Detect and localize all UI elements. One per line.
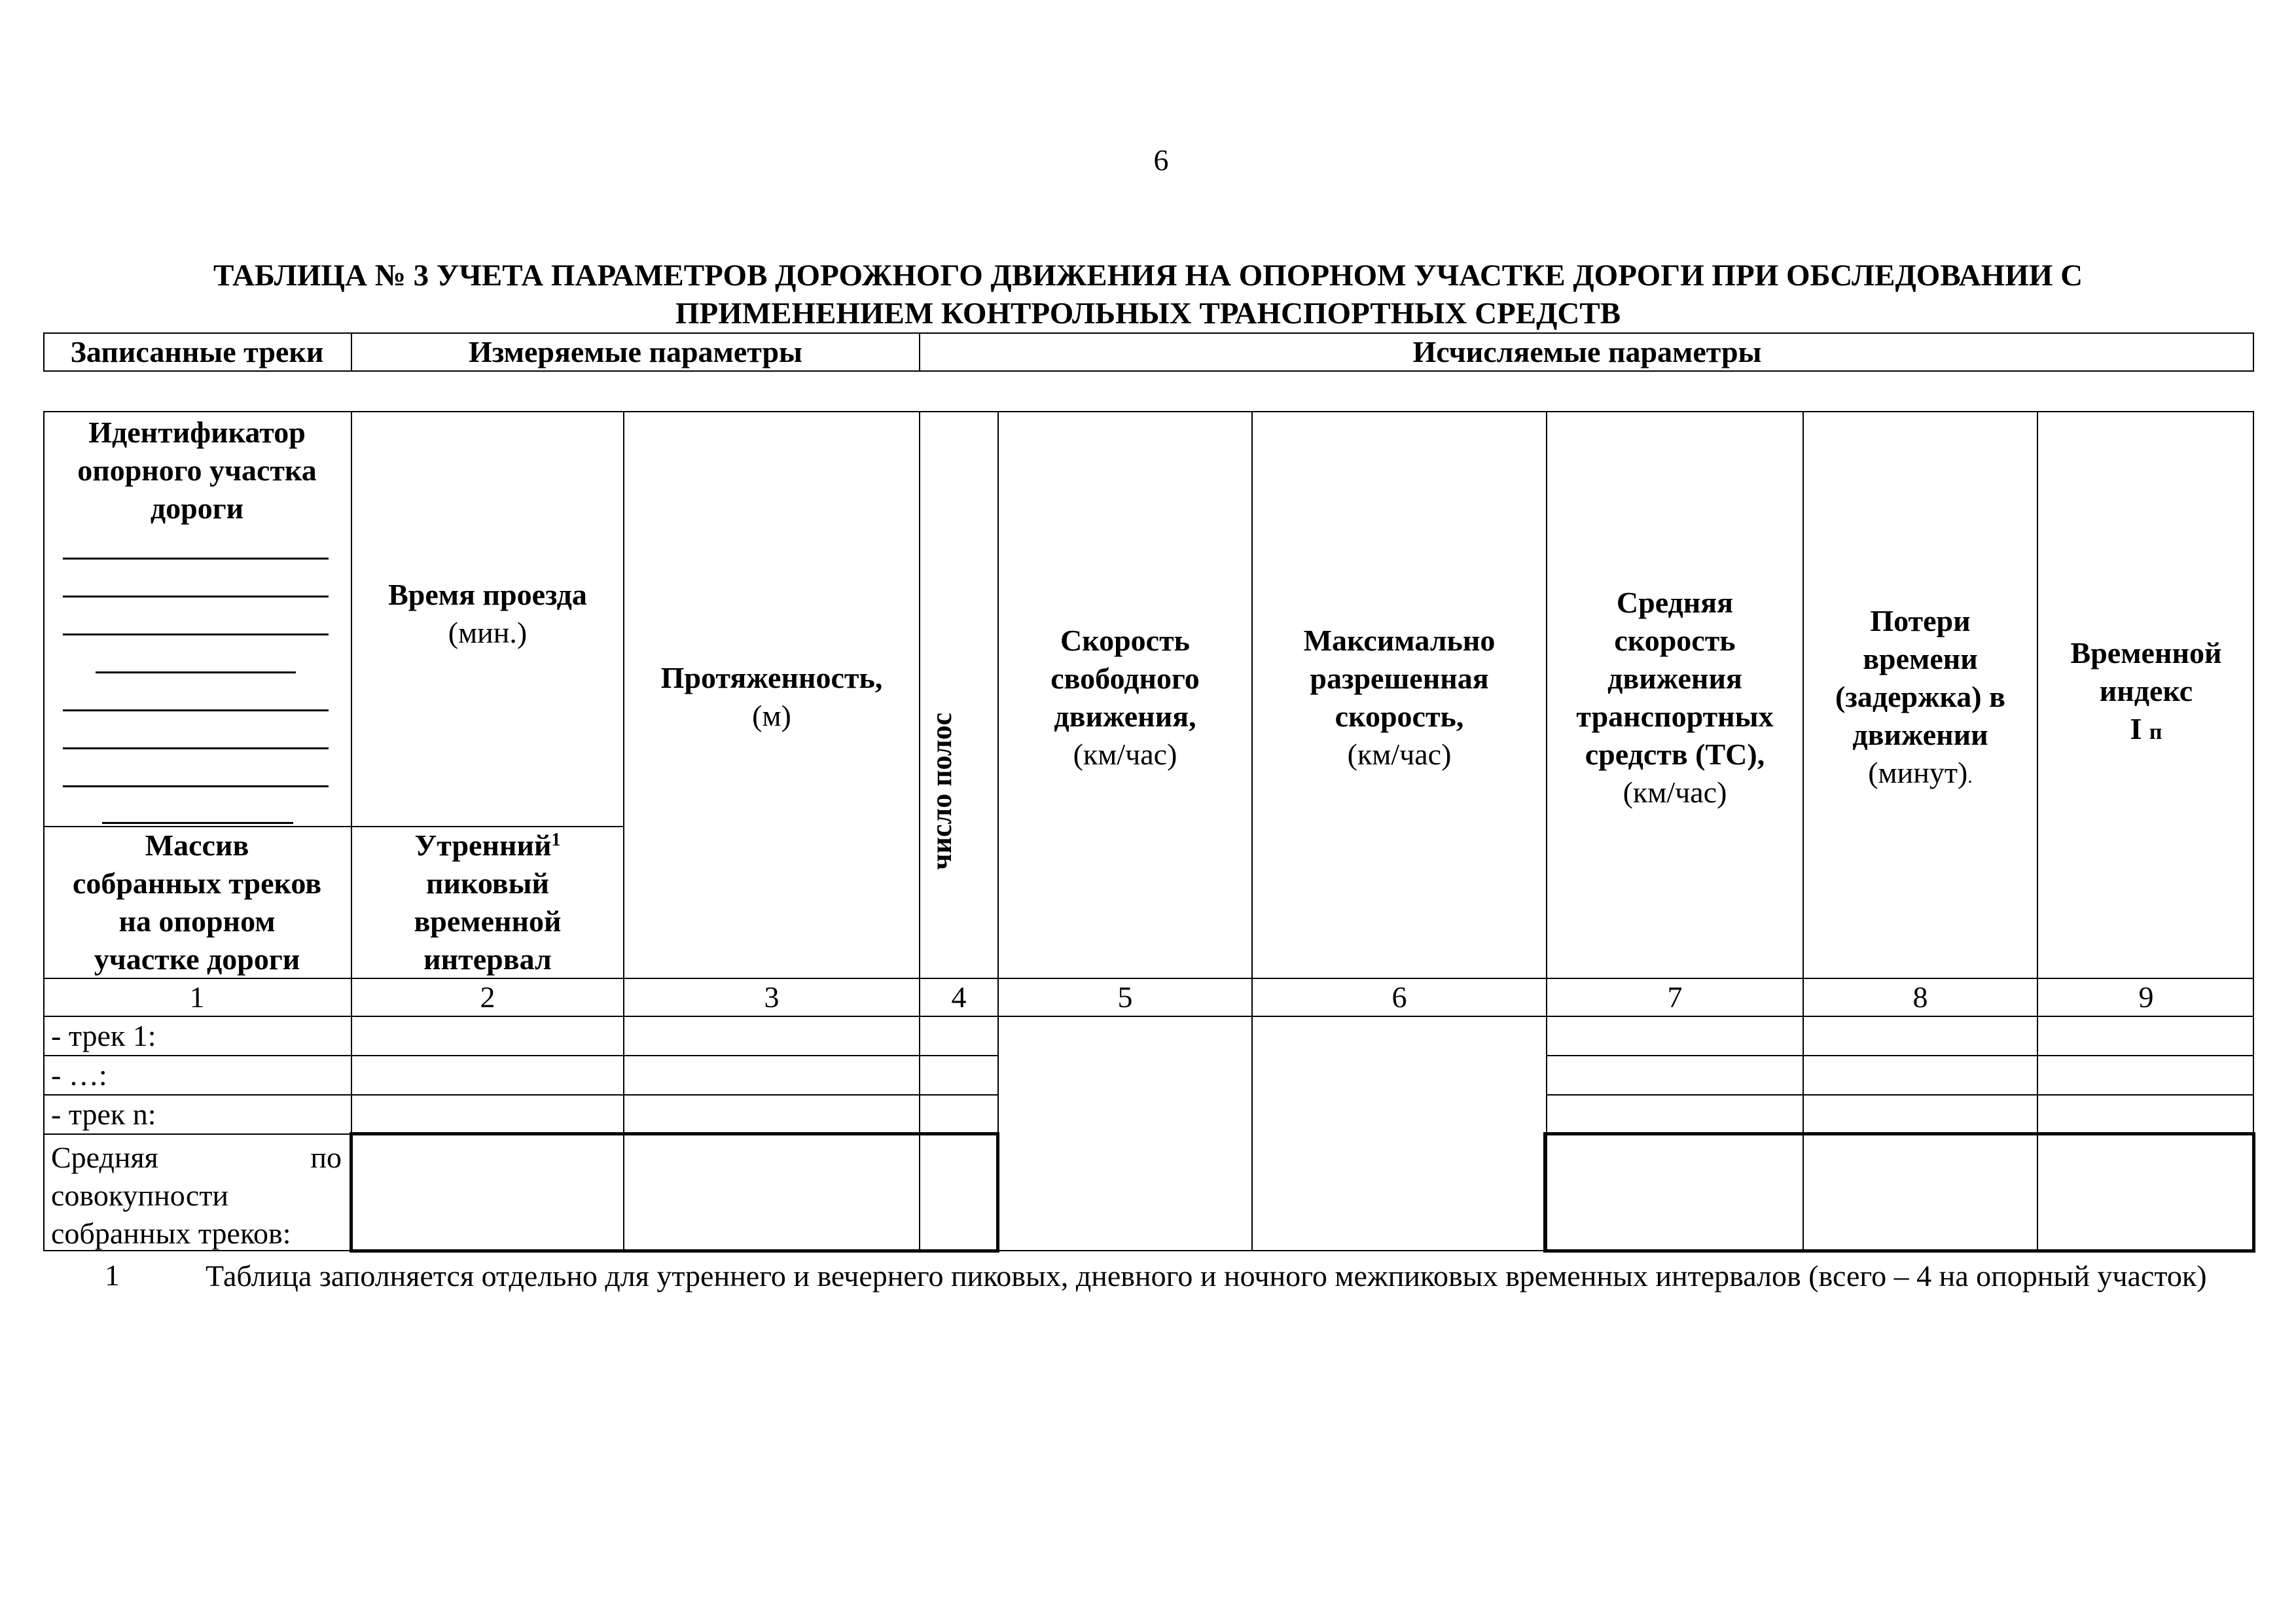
- group-header-measured: Измеряемые параметры: [469, 335, 802, 368]
- morning-peak-line-4: интервал: [423, 942, 552, 976]
- col-number-1: 1: [189, 980, 205, 1014]
- c2-bottom-header: [352, 827, 623, 978]
- footnote-ref: 1: [551, 830, 561, 850]
- title-line-2: ПРИМЕНЕНИЕМ КОНТРОЛЬНЫХ ТРАНСПОРТНЫХ СРЕДСТВ: [675, 296, 1621, 330]
- col-line-7: [1803, 411, 1804, 1251]
- row1-bottom-left: [43, 1055, 997, 1056]
- max-speed-line-3: скорость,: [1335, 700, 1464, 733]
- avg-speed-line-3: движения: [1607, 662, 1742, 695]
- travel-time-title: Время проезда: [388, 578, 587, 611]
- time-loss-tail: .: [1967, 766, 1973, 787]
- identifier-blank-4: [96, 671, 296, 673]
- col-number-7: 7: [1667, 980, 1683, 1014]
- summary-label-line-1: [51, 1139, 342, 1177]
- time-index-line-2: индекс: [2099, 673, 2193, 707]
- identifier-blank-6: [63, 747, 329, 749]
- col-number-3: 3: [764, 980, 780, 1014]
- c6-header: [1253, 619, 1546, 776]
- identifier-blank-1: [63, 558, 329, 560]
- summary-box-right: [1543, 1132, 2255, 1253]
- col-line-8: [2037, 411, 2038, 1251]
- summary-box-left: [350, 1132, 999, 1253]
- identifier-blank-8: [102, 822, 293, 824]
- col-number-2: 2: [480, 980, 495, 1014]
- col-number-6: 6: [1391, 980, 1407, 1014]
- c9-header: [2038, 633, 2254, 751]
- lanes-count-header: число полос: [925, 712, 958, 870]
- time-loss-line-1: Потери: [1870, 604, 1971, 637]
- time-loss-line-3: (задержка) в: [1835, 680, 2005, 713]
- summary-label-line-3: собранных треков:: [51, 1217, 291, 1250]
- col-number-5: 5: [1117, 980, 1133, 1014]
- identifier-blank-5: [63, 709, 329, 711]
- page-number: 6: [1153, 143, 1169, 177]
- c1-bottom-line-1: Массив: [145, 829, 249, 862]
- c1-bottom-line-4: участке дороги: [94, 942, 300, 976]
- c1-bottom-line-2: собранных треков: [72, 866, 322, 900]
- c7-header: [1547, 581, 1803, 814]
- group-header-tracks: Записанные треки: [70, 335, 324, 368]
- identifier-blank-3: [63, 633, 329, 635]
- time-index-symbol: I п: [2130, 711, 2162, 745]
- row-label-ellipsis: - …:: [51, 1058, 107, 1092]
- travel-time-unit: (мин.): [448, 616, 528, 649]
- identifier-blank-7: [63, 785, 329, 787]
- group-header-calculated: Исчисляемые параметры: [1412, 335, 1762, 368]
- summary-word-2: по: [310, 1141, 342, 1174]
- col-line-5: [1251, 411, 1253, 1251]
- max-speed-unit: (км/час): [1347, 738, 1452, 771]
- c2-top-header: [352, 576, 623, 654]
- c1-bottom-line-3: на опорном: [118, 904, 276, 938]
- time-index-subscript: п: [2149, 719, 2162, 744]
- table-title: [39, 257, 2257, 332]
- free-speed-line-3: движения,: [1054, 700, 1196, 733]
- summary-word-1: Средняя: [51, 1141, 158, 1174]
- free-speed-line-2: свободного: [1050, 662, 1200, 695]
- c3-header: [624, 654, 919, 740]
- morning-peak-line-1: Утренний$^1$: [414, 829, 561, 862]
- col-number-9: 9: [2138, 980, 2154, 1014]
- max-speed-line-1: Максимально: [1303, 624, 1496, 657]
- max-speed-line-2: разрешенная: [1310, 662, 1489, 695]
- col-number-4: 4: [951, 980, 967, 1014]
- time-loss-unit-line: (минут).: [1868, 756, 1973, 789]
- footnote-number: 1: [105, 1258, 120, 1292]
- c1-top-line-3: дороги: [150, 491, 244, 525]
- avg-speed-unit: (км/час): [1623, 776, 1727, 809]
- length-title: Протяженность,: [660, 661, 883, 694]
- title-line-1: ТАБЛИЦА № 3 УЧЕТА ПАРАМЕТРОВ ДОРОЖНОГО ДВИЖЕНИЯ НА ОПОРНОМ УЧАСТКЕ ДОРОГИ ПРИ ОБСЛЕДОВАНИИ С: [213, 259, 2083, 293]
- length-unit: (м): [752, 699, 791, 732]
- avg-speed-line-5: средств (ТС),: [1585, 738, 1765, 771]
- identifier-blank-2: [63, 596, 329, 597]
- avg-speed-line-1: Средняя: [1616, 586, 1734, 619]
- col-line-2: [623, 411, 624, 1251]
- row1-bottom-right: [1546, 1055, 2254, 1056]
- time-index-line-1: Временной: [2070, 635, 2222, 669]
- row2-bottom-left: [43, 1094, 997, 1096]
- footnote-text: Таблица заполняется отдельно для утреннего и вечернего пиковых, дневного и ночного межпиковых временных интервалов (всего – 4 на опорный участок): [206, 1259, 2207, 1293]
- c1-top-line-2: опорного участка: [77, 454, 317, 487]
- c1-top-line-1: Идентификатор: [88, 416, 306, 449]
- c1-top-header: [43, 414, 351, 531]
- time-loss-line-2: времени: [1863, 642, 1978, 675]
- col-number-8: 8: [1912, 980, 1928, 1014]
- c8-header: [1804, 601, 2037, 797]
- col-line-4: [997, 411, 999, 1251]
- col-line-3: [919, 411, 920, 1251]
- row-label-track-n: - трек n:: [51, 1097, 156, 1131]
- c5-header: [999, 619, 1251, 776]
- row-label-track-1: - трек 1:: [51, 1019, 156, 1052]
- avg-speed-line-4: транспортных: [1576, 700, 1774, 733]
- free-speed-line-1: Скорость: [1060, 624, 1191, 657]
- free-speed-unit: (км/час): [1073, 738, 1177, 771]
- morning-peak-line-3: временной: [414, 904, 562, 938]
- time-loss-line-4: движении: [1852, 718, 1988, 751]
- row2-bottom-right: [1546, 1094, 2254, 1096]
- avg-speed-line-2: скорость: [1614, 624, 1736, 657]
- summary-label-line-2: совокупности: [51, 1179, 229, 1212]
- col-line-6: [1546, 411, 1547, 1251]
- morning-peak-line-2: пиковый: [425, 866, 550, 900]
- c1-bottom-header: [43, 827, 351, 978]
